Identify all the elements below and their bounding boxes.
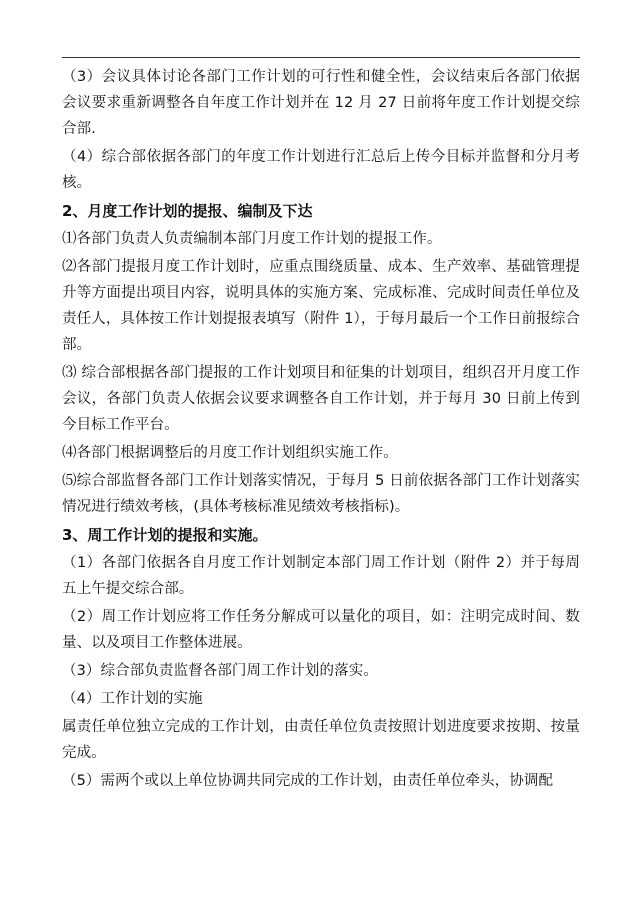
paragraph-weekly-3: （3）综合部负责监督各部门周工作计划的落实。 (62, 663, 378, 679)
paragraph-weekly-4-detail: 属责任单位独立完成的工作计划，由责任单位负责按照计划进度要求按期、按量完成。 (62, 719, 580, 761)
header-rule (62, 57, 580, 58)
paragraph-3-meeting-discussion: （3）会议具体讨论各部门工作计划的可行性和健全性，会议结束后各部门依据会议要求重新调整各自年度工作计划并在 12 月 27 日前将年度工作计划提交综合部. (62, 69, 580, 137)
paragraph-4-summary-upload: （4）综合部依据各部门的年度工作计划进行汇总后上传今目标并监督和分月考核。 (62, 149, 580, 191)
paragraph-weekly-5: （5）需两个或以上单位协调共同完成的工作计划，由责任单位牵头，协调配 (62, 773, 554, 789)
paragraph-monthly-2: ⑵各部门提报月度工作计划时，应重点围绕质量、成本、生产效率、基础管理提升等方面提出项目内容，说明具体的实施方案、完成标准、完成时间责任单位及责任人，具体按工作计划提报表填写（附件 1），于每月最后一个工作日前报综合部。 (62, 259, 580, 353)
section-heading-monthly-plan: 2、月度工作计划的提报、编制及下达 (62, 202, 313, 220)
paragraph-weekly-2: （2）周工作计划应将工作任务分解成可以量化的项目，如：注明完成时间、数量、以及项目工作整体进展。 (62, 609, 580, 651)
paragraph-weekly-4: （4）工作计划的实施 (62, 691, 203, 707)
section-heading-weekly-plan: 3、周工作计划的提报和实施。 (62, 526, 268, 544)
paragraph-monthly-5: ⑸综合部监督各部门工作计划落实情况，于每月 5 日前依据各部门工作计划落实情况进行绩效考核，(具体考核标准见绩效考核指标)。 (62, 473, 580, 515)
paragraph-weekly-1: （1）各部门依据各自月度工作计划制定本部门周工作计划（附件 2）并于每周五上午提交综合部。 (62, 555, 580, 597)
paragraph-monthly-1: ⑴各部门负责人负责编制本部门月度工作计划的提报工作。 (62, 231, 442, 247)
paragraph-monthly-3: ⑶ 综合部根据各部门提报的工作计划项目和征集的计划项目，组织召开月度工作会议，各部门负责人依据会议要求调整各自工作计划，并于每月 30 日前上传到今目标工作平台。 (62, 365, 580, 433)
document-body (62, 64, 580, 796)
paragraph-monthly-4: ⑷各部门根据调整后的月度工作计划组织实施工作。 (62, 445, 398, 461)
